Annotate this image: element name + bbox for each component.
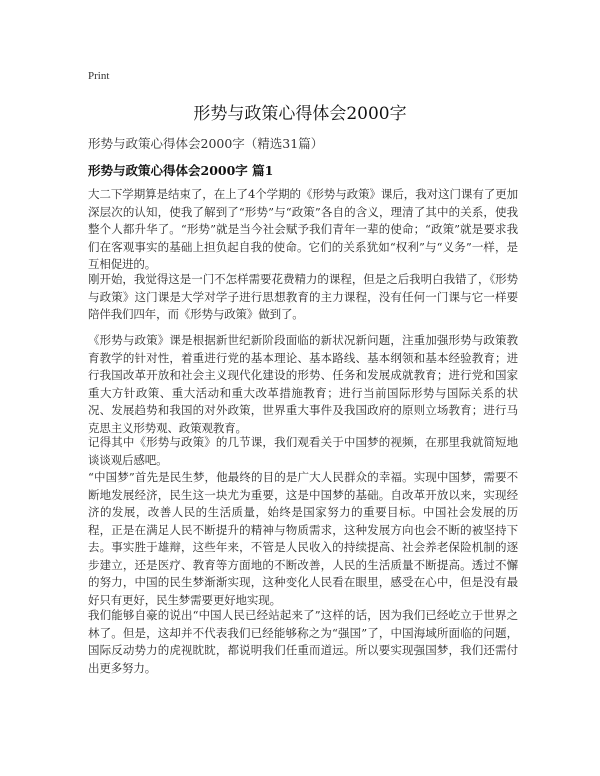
paragraph-5: “中国梦”首先是民生梦，他最终的目的是广大人民群众的幸福。实现中国梦，需要不断地发展经济，民生这一块尤为重要，这是中国梦的基础。自改革开放以来，实现经济的发展，改善人民的生活质量，始终是国家努力的重要目标。中国社会发展的历程，正是在满足人民不断提升的精神与物质需求，这种发展方向也会不断的被坚持下去。事实胜于雄辩，这些年来，不管是人民收入的持续提高、社会养老保险机制的逐步建立，还是医疗、教育等方面地的不断改善，人民的生活质量不断提高。透过不懈的努力，中国的民生梦渐渐实现，这种变化人民看在眼里，感受在心中，但是没有最好只有更好，民生梦需要更好地实现。 (88, 470, 518, 607)
print-link[interactable]: Print (88, 70, 110, 82)
paragraph-3: 《形势与政策》课是根据新世纪新阶段面临的新状况新问题，注重加强形势与政策教育教学的针对性，着重进行党的基本理论、基本路线、基本纲领和基本经验教育；进行我国改革开放和社会主义现代化建设的形势、任务和发展成就教育；进行党和国家重大方针政策、重大活动和重大改革措施教育；进行当前国际形势与国际关系的状况、发展趋势和我国的对外政策，世界重大事件及我国政府的原则立场教育；进行马克思主义形势观、政策观教育。 (88, 333, 518, 435)
section-heading: 形势与政策心得体会2000字 篇1 (88, 163, 274, 178)
paragraph-2: 刚开始，我觉得这是一门不怎样需要花费精力的课程，但是之后我明白我错了，《形势与政策》这门课是大学对学子进行思想教育的主力课程，没有任何一门课与它一样要陪伴我们四年，而《形势与政策》做到了。 (88, 272, 518, 321)
paragraph-4: 记得其中《形势与政策》的几节课，我们观看关于中国梦的视频，在那里我就简短地谈谈观后感吧。 (88, 435, 518, 467)
document-title: 形势与政策心得体会2000字 (193, 104, 407, 124)
paragraph-6: 我们能够自豪的说出“中国人民已经站起来了”这样的话，因为我们已经屹立于世界之林了。但是，这却并不代表我们已经能够称之为“强国”了，中国海域所面临的问题，国际反动势力的虎视眈眈，都说明我们任重而道远。所以要实现强国梦，我们还需付出更多努力。 (88, 608, 518, 675)
paragraph-1: 大二下学期算是结束了，在上了4个学期的《形势与政策》课后，我对这门课有了更加深层次的认知，使我了解到了“形势”与“政策”各自的含义，理清了其中的关系，使我整个人都升华了。“形势”就是当今社会赋予我们青年一辈的使命；“政策”就是要求我们在客观事实的基础上担负起自我的使命。它们的关系犹如“权利”与“义务”一样，是互相促进的。 (88, 187, 518, 271)
document-subtitle: 形势与政策心得体会2000字（精选31篇） (88, 136, 324, 151)
